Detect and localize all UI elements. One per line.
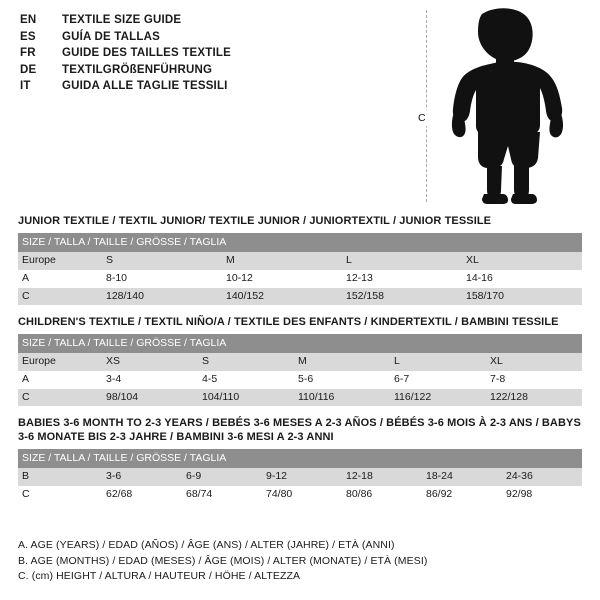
language-row: [20, 14, 400, 28]
language-title: GUIDE DES TAILLES TEXTILE: [62, 47, 231, 60]
language-code: DE: [20, 63, 37, 76]
table-row: [18, 486, 582, 504]
table-head-row: [18, 449, 582, 469]
cell: XL: [462, 252, 582, 270]
cell: 24-36: [502, 468, 582, 486]
cell: 74/80: [262, 486, 342, 504]
size-band-label: SIZE / TALLA / TAILLE / GRÖSSE / TAGLIA: [18, 233, 582, 253]
row-label: Europe: [18, 252, 102, 270]
table-row: [18, 468, 582, 486]
section-babies: [18, 417, 582, 503]
language-code: FR: [20, 47, 36, 60]
legend-line-a: A. AGE (YEARS) / EDAD (AÑOS) / ÂGE (ANS) / ALTER (JAHRE) / ETÀ (ANNI): [18, 539, 395, 552]
cell: 158/170: [462, 288, 582, 306]
cell: M: [294, 353, 390, 371]
legend-line-c: C. (cm) HEIGHT / ALTURA / HAUTEUR / HÖHE / ALTEZZA: [18, 569, 301, 582]
cell: 62/68: [102, 486, 182, 504]
cell: 128/140: [102, 288, 222, 306]
cell: 7-8: [486, 371, 582, 389]
cell: 110/116: [294, 389, 390, 407]
language-row: [20, 31, 400, 45]
cell: 68/74: [182, 486, 262, 504]
junior-size-table: [18, 233, 582, 306]
cell: 80/86: [342, 486, 422, 504]
cell: S: [102, 252, 222, 270]
cell: XS: [102, 353, 198, 371]
legend-block: [18, 538, 582, 584]
height-figure: [412, 6, 582, 206]
table-row: [18, 389, 582, 407]
language-title: GUIDA ALLE TAGLIE TESSILI: [62, 80, 228, 93]
row-label: C: [18, 389, 102, 407]
language-title: TEXTILE SIZE GUIDE: [62, 14, 182, 26]
cell: 3-6: [102, 468, 182, 486]
cell: 4-5: [198, 371, 294, 389]
table-head-row: [18, 334, 582, 354]
row-label: A: [18, 270, 102, 288]
section-title: BABIES 3-6 MONTH TO 2-3 YEARS / BEBÉS 3-6 MESES A 2-3 AÑOS / BÉBÉS 3-6 MOIS À 2-3 ANS / BABYS 3-6 MONATE BIS 2-3 JAHRE / BAMBINI 3-6 MESI A 2-3 ANNI: [18, 417, 581, 443]
cell: 3-4: [102, 371, 198, 389]
cell: 122/128: [486, 389, 582, 407]
cell: 98/104: [102, 389, 198, 407]
row-label: C: [18, 486, 102, 504]
cell: XL: [486, 353, 582, 371]
cell: L: [342, 252, 462, 270]
language-row: [20, 64, 400, 78]
cell: 12-13: [342, 270, 462, 288]
cell: 140/152: [222, 288, 342, 306]
language-row: [20, 47, 400, 61]
children-size-table: [18, 334, 582, 407]
cell: 152/158: [342, 288, 462, 306]
section-children: [18, 316, 582, 406]
row-label: A: [18, 371, 102, 389]
height-marker-label: C: [418, 112, 426, 124]
cell: 14-16: [462, 270, 582, 288]
language-code: IT: [20, 80, 31, 93]
cell: 6-7: [390, 371, 486, 389]
table-row: [18, 270, 582, 288]
cell: M: [222, 252, 342, 270]
language-row: [20, 80, 400, 94]
table-row: [18, 353, 582, 371]
height-dashed-line: [426, 10, 427, 202]
size-band-label: SIZE / TALLA / TAILLE / GRÖSSE / TAGLIA: [18, 449, 582, 469]
language-code: ES: [20, 30, 36, 43]
cell: 8-10: [102, 270, 222, 288]
cell: 86/92: [422, 486, 502, 504]
table-head-row: [18, 233, 582, 253]
cell: 18-24: [422, 468, 502, 486]
cell: 104/110: [198, 389, 294, 407]
cell: 92/98: [502, 486, 582, 504]
babies-size-table: [18, 449, 582, 504]
cell: S: [198, 353, 294, 371]
row-label: Europe: [18, 353, 102, 371]
language-code: EN: [20, 14, 37, 26]
cell: L: [390, 353, 486, 371]
cell: 10-12: [222, 270, 342, 288]
cell: 5-6: [294, 371, 390, 389]
cell: 12-18: [342, 468, 422, 486]
table-row: [18, 371, 582, 389]
table-row: [18, 288, 582, 306]
cell: 9-12: [262, 468, 342, 486]
section-title: JUNIOR TEXTILE / TEXTIL JUNIOR/ TEXTILE JUNIOR / JUNIORTEXTIL / JUNIOR TESSILE: [18, 215, 492, 227]
language-title: GUÍA DE TALLAS: [62, 30, 160, 43]
row-label: C: [18, 288, 102, 306]
language-title: TEXTILGRÖßENFÜHRUNG: [62, 63, 213, 76]
size-band-label: SIZE / TALLA / TAILLE / GRÖSSE / TAGLIA: [18, 334, 582, 354]
section-title: CHILDREN'S TEXTILE / TEXTIL NIÑO/A / TEXTILE DES ENFANTS / KINDERTEXTIL / BAMBINI TESSILE: [18, 316, 559, 328]
toddler-silhouette-icon: [440, 8, 570, 206]
table-row: [18, 252, 582, 270]
row-label: B: [18, 468, 102, 486]
cell: 116/122: [390, 389, 486, 407]
cell: 6-9: [182, 468, 262, 486]
language-title-block: [20, 14, 400, 97]
legend-line-b: B. AGE (MONTHS) / EDAD (MESES) / ÂGE (MOIS) / ALTER (MONATE) / ETÀ (MESI): [18, 554, 428, 567]
section-junior: [18, 215, 582, 305]
